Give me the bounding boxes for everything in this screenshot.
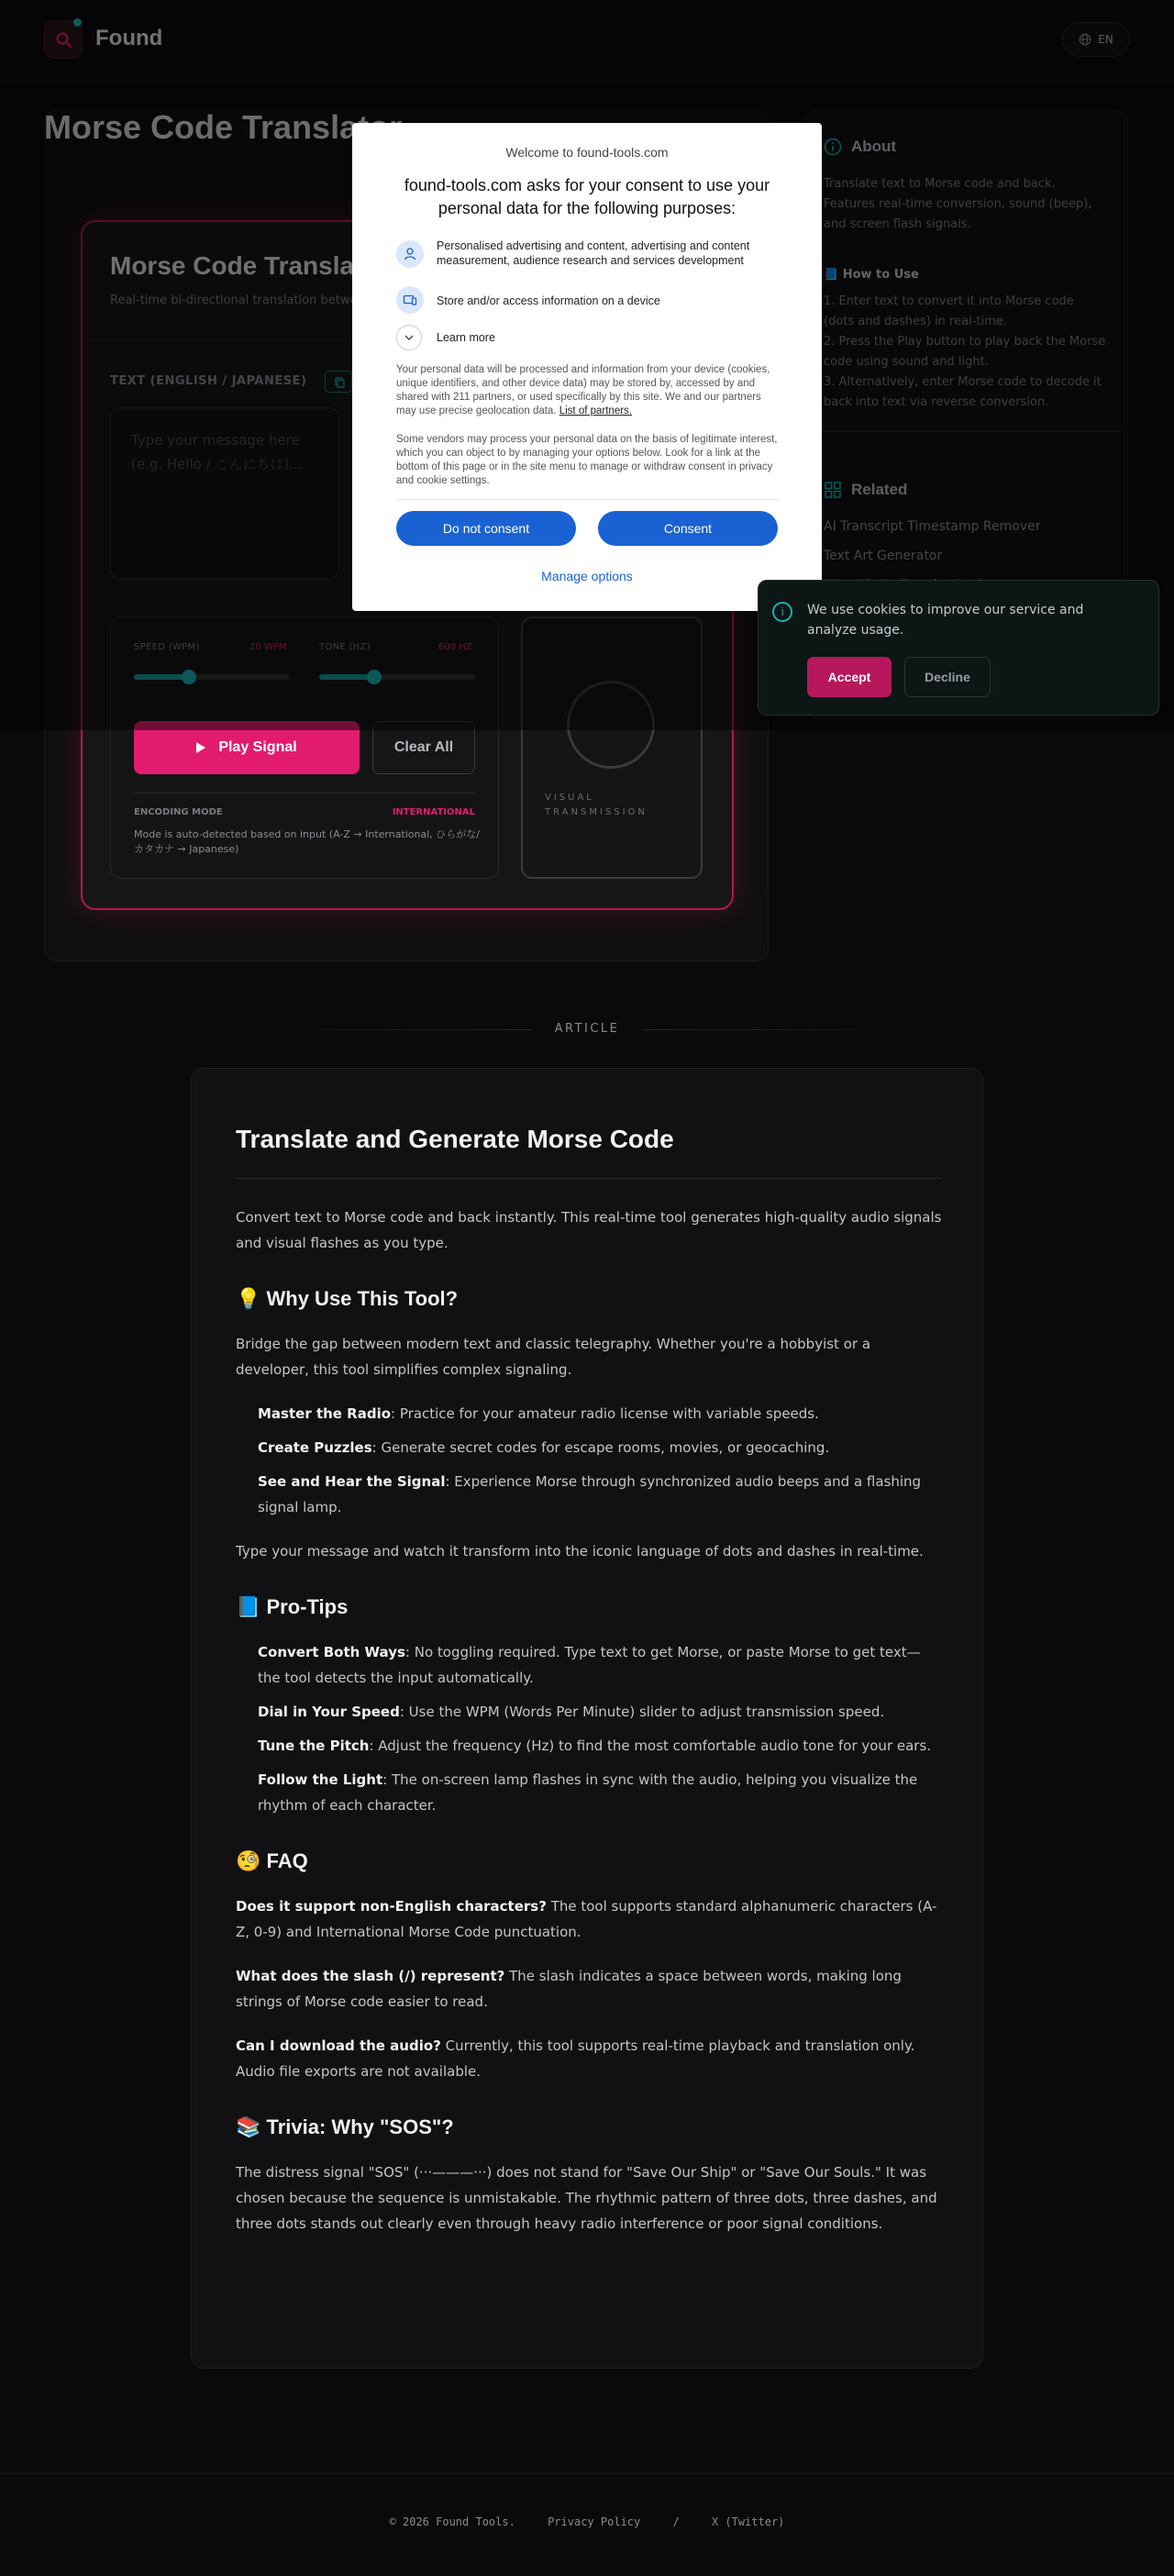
accept-cookies-button[interactable]: Accept: [807, 657, 892, 697]
consent-paragraph-text: Your personal data will be processed and information from your device (cookies, unique identifiers, and other device data) may be stored by, accessed by and shared with 211 partners, or used specifically by this site. We and our partners may use precise geolocation data.: [396, 364, 770, 416]
paragraph: The distress signal "SOS" (···———···) does not stand for "Save Our Ship" or "Save Our Souls." It was chosen because the sequence is unmistakable. The rhythmic pattern of three dots, three dashes, and three dots stands out clearly even through heavy radio interference or poor signal conditions.: [236, 2164, 937, 2232]
list-item: Dial in Your Speed: Use the WPM (Words Per Minute) slider to adjust transmission speed.: [258, 1704, 885, 1720]
copyright: © 2026 Found Tools.: [389, 2515, 515, 2528]
privacy-policy-link[interactable]: Privacy Policy: [548, 2515, 641, 2528]
divider: [134, 793, 475, 794]
article-intro: Convert text to Morse code and back instantly. This real-time tool generates high-quality audio signals and visual flashes as you type.: [236, 1209, 942, 1251]
list-item: Create Puzzles: Generate secret codes for escape rooms, movies, or geocaching.: [258, 1439, 830, 1456]
list-item: See and Hear the Signal: Experience Morse through synchronized audio beeps and a flashing signal lamp.: [258, 1473, 922, 1516]
article-title: Translate and Generate Morse Code: [236, 1125, 674, 1153]
list-item: Follow the Light: The on-screen lamp flashes in sync with the audio, helping you visualize the rhythm of each character.: [258, 1771, 918, 1814]
learn-more-link[interactable]: Learn more: [437, 331, 495, 344]
consent-paragraph: Some vendors may process your personal data on the basis of legitimate interest, which you can object to by managing your options below. Look for a link at the bottom of this page or in the site menu to manage or withdraw consent in privacy and cookie settings.: [396, 434, 778, 486]
visual-transmission-label: VISUAL TRANSMISSION: [545, 793, 648, 817]
decline-cookies-button[interactable]: Decline: [904, 657, 991, 697]
cookie-text: We use cookies to improve our service and analyze usage.: [807, 603, 1084, 638]
device-icon: [396, 286, 424, 314]
manage-options-link[interactable]: Manage options: [541, 569, 633, 583]
play-icon: [196, 742, 205, 753]
paragraph: Bridge the gap between modern text and classic telegraphy. Whether you're a hobbyist or a developer, this tool simplifies complex signaling.: [236, 1336, 871, 1378]
section-heading: 💡 Why Use This Tool?: [236, 1287, 459, 1310]
person-icon: [396, 240, 424, 268]
consent-button[interactable]: Consent: [598, 511, 778, 546]
consent-welcome: Welcome to found-tools.com: [505, 145, 669, 160]
bullet-list: [258, 1401, 942, 1520]
faq-item: What does the slash (/) represent? The slash indicates a space between words, making long strings of Morse code easier to read.: [236, 1968, 902, 2010]
encoding-mode-description: Mode is auto-detected based on input (A-Z → International, ひらがな/カタカナ → Japanese): [134, 828, 481, 855]
faq-item: Can I download the audio? Currently, this tool supports real-time playback and translation only. Audio file exports are not available.: [236, 2037, 915, 2080]
chevron-down-icon[interactable]: [396, 325, 422, 350]
consent-purpose: Personalised advertising and content, advertising and content measurement, audience research and services development: [437, 239, 750, 267]
clear-all-button[interactable]: Clear All: [372, 721, 475, 774]
consent-dialog: [352, 123, 822, 611]
paragraph: Type your message and watch it transform into the iconic language of dots and dashes in real-time.: [236, 1543, 924, 1560]
consent-purpose: Store and/or access information on a device: [437, 294, 660, 307]
footer-separator: /: [672, 2515, 680, 2528]
consent-paragraph: [396, 363, 780, 418]
article-section-label: ARTICLE: [554, 1022, 620, 1036]
play-signal-label: Play Signal: [218, 739, 297, 755]
list-item: Convert Both Ways: No toggling required. Type text to get Morse, or paste Morse to get text—the tool detects the input automatically.: [258, 1644, 921, 1686]
list-item: Tune the Pitch: Adjust the frequency (Hz) to find the most comfortable audio tone for your ears.: [258, 1738, 932, 1754]
section-heading: 🧐 FAQ: [236, 1849, 308, 1872]
encoding-mode-value: INTERNATIONAL: [392, 807, 475, 817]
divider: [236, 1178, 942, 1179]
article: [236, 1121, 942, 2237]
info-icon: i: [772, 602, 792, 622]
footer-divider: [0, 2473, 1174, 2474]
twitter-link[interactable]: X (Twitter): [711, 2515, 785, 2528]
divider: [396, 499, 780, 500]
consent-title: found-tools.com asks for your consent to use your personal data for the following purposes:: [404, 176, 770, 217]
section-heading: 📚 Trivia: Why "SOS"?: [236, 2115, 454, 2138]
do-not-consent-button[interactable]: Do not consent: [396, 511, 576, 546]
list-item: Master the Radio: Practice for your amateur radio license with variable speeds.: [258, 1405, 819, 1422]
footer: [0, 2515, 1174, 2528]
section-heading: 📘 Pro-Tips: [236, 1595, 349, 1618]
encoding-mode-label: ENCODING MODE: [134, 807, 223, 817]
bullet-list: [258, 1639, 942, 1818]
partners-link[interactable]: List of partners.: [559, 405, 632, 416]
faq-item: Does it support non-English characters? The tool supports standard alphanumeric characters (A-Z, 0-9) and International Morse Code punctuation.: [236, 1898, 937, 1940]
